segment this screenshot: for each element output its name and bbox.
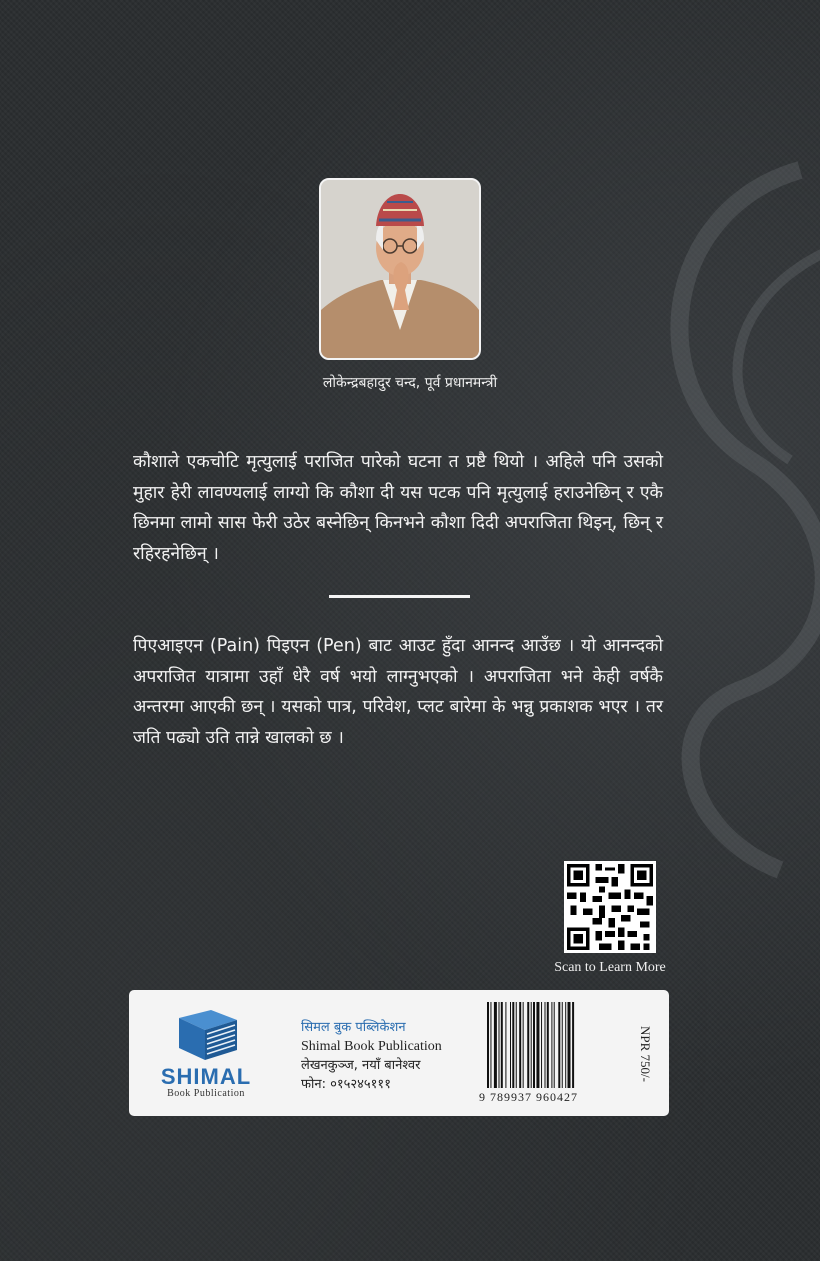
divider-line: [329, 595, 470, 598]
book-logo-icon: [171, 1008, 243, 1062]
blurb-paragraph-1: कौशाले एकचोटि मृत्युलाई पराजित पारेको घटना त प्रष्टै थियो । अहिले पनि उसको मुहार हेरी लावण्यलाई लाग्यो कि कौशा दी यस पटक पनि मृत्युलाई हराउनेछिन् र एकै छिनमा लामो सास फेरी उठेर बस्नेछिन् किनभने कौशा दिदी अपराजिता थिइन्, छिन् र रहिरहनेछिन् ।: [133, 452, 663, 564]
isbn-barcode: [487, 1002, 603, 1088]
publisher-address: लेखनकुञ्ज, नयाँ बानेश्वर: [301, 1058, 421, 1073]
author-photo: [321, 180, 479, 358]
publisher-info: [301, 1018, 442, 1094]
publisher-logo-subtext: Book Publication: [167, 1088, 245, 1099]
qr-code[interactable]: [564, 861, 656, 953]
author-portrait: [319, 178, 481, 360]
publisher-name-nepali: सिमल बुक पब्लिकेशन: [301, 1020, 406, 1035]
blurb-paragraph-2: पिएआइएन (Pain) पिइएन (Pen) बाट आउट हुँदा आनन्द आउँछ । यो आनन्दको अपराजित यात्रामा उहाँ धेरै वर्ष भयो लाग्नुभएको । अपराजिता भने केही वर्षकै अन्तरमा आएकी छन् । यसको पात्र, परिवेश, प्लट बारेमा के भन्नु प्रकाशक भएर । तर जति पढ्यो उति तान्ने खालको छ ।: [133, 636, 663, 748]
publisher-logo-text: SHIMAL: [160, 1064, 252, 1089]
qr-label: Scan to Learn More: [554, 960, 666, 975]
publisher-phone: फोन: ०१५२४५१११: [301, 1077, 391, 1092]
publisher-name-english: Shimal Book Publication: [301, 1039, 442, 1054]
publisher-panel: [129, 990, 669, 1116]
qr-code-icon: [564, 861, 656, 953]
portrait-caption: लोकेन्द्रबहादुर चन्द, पूर्व प्रधानमन्त्री: [322, 375, 498, 391]
price-label: NPR 750/-: [638, 1026, 653, 1082]
isbn-number: 9 789937 960427: [479, 1090, 578, 1104]
